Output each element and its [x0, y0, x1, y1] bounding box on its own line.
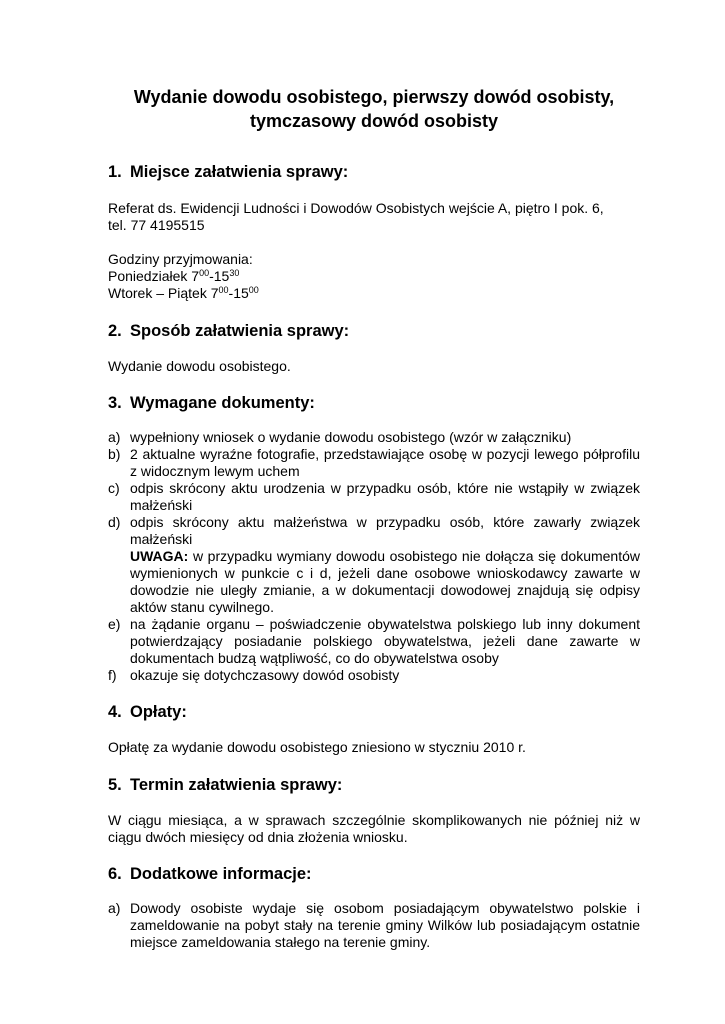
hours-label: Godziny przyjmowania:: [108, 251, 253, 267]
required-documents-list-continued: [108, 616, 640, 684]
required-documents-list: [108, 429, 640, 548]
list-item: [108, 616, 640, 667]
note-text: w przypadku wymiany dowodu osobistego nie dołącza się dokumentów wymienionych w punkcie c i d, jeżeli dane osobowe wnioskodawcy zawarte w dowodzie nie uległy zmianie, a w dokumentacji dowodowej znajdują się odpisy aktów stanu cywilnego.: [130, 548, 640, 615]
list-item-text: Dowody osobiste wydaje się osobom posiadającym obywatelstwo polskie i zameldowanie na pobyt stały na terenie gminy Wilków lub posiadającym ostatnie miejsce zameldowania stałego na terenie gminy.: [130, 900, 640, 950]
hours-to-hour: 15: [213, 268, 230, 284]
additional-info-list: [108, 900, 640, 951]
hours-row: Wtorek – Piątek $7^{00}-15^{00}$: [108, 285, 259, 301]
section-5-title: Termin załatwienia sprawy:: [130, 776, 343, 794]
note-paragraph: [108, 548, 640, 616]
section-1-heading: [108, 162, 640, 182]
list-marker: a): [108, 900, 121, 916]
list-item-text: odpis skrócony aktu urodzenia w przypadku osób, które nie wstąpiły w związek małżeński: [130, 480, 640, 513]
section-2-number: 2.: [108, 322, 122, 340]
section-3-title: Wymagane dokumenty:: [130, 394, 315, 412]
office-phone: tel. 77 4195515: [108, 217, 205, 233]
list-item-text: odpis skrócony aktu małżeństwa w przypadku osób, które zawarły związek małżeński: [130, 514, 640, 547]
hours-from-minute: 00: [199, 268, 210, 278]
title-line-1: Wydanie dowodu osobistego, pierwszy dowód osobisty,: [133, 87, 615, 107]
section-3-number: 3.: [108, 394, 122, 412]
section-6-heading: [108, 864, 640, 884]
list-marker: f): [108, 667, 117, 683]
hours-day: Poniedziałek: [108, 268, 192, 284]
hours-to-hour: 15: [233, 285, 249, 301]
section-1-number: 1.: [108, 163, 122, 181]
list-marker: c): [108, 480, 120, 496]
list-marker: d): [108, 514, 121, 530]
office-address: Referat ds. Ewidencji Ludności i Dowodów Osobistych wejście A, piętro I pok. 6,: [108, 200, 604, 216]
list-item-text: 2 aktualne wyraźne fotografie, przedstawiające osobę w pozycji lewego półprofilu z widocznym lewym uchem: [130, 446, 640, 479]
section-4-number: 4.: [108, 703, 122, 721]
title-line-2: tymczasowy dowód osobisty: [249, 111, 499, 131]
list-item: [108, 480, 640, 514]
section-3-heading: [108, 393, 640, 413]
section-2-heading: [108, 321, 640, 341]
list-item-text: okazuje się dotychczasowy dowód osobisty: [130, 667, 400, 683]
section-2-text: Wydanie dowodu osobistego.: [108, 358, 291, 374]
section-5-heading: [108, 775, 640, 795]
list-marker: e): [108, 616, 121, 632]
document-page: [108, 85, 640, 951]
list-marker: a): [108, 429, 121, 445]
list-item: [108, 514, 640, 548]
section-2-title: Sposób załatwienia sprawy:: [130, 322, 350, 340]
hours-to-minute: 30: [229, 268, 240, 278]
section-4-heading: [108, 702, 640, 722]
hours-row: Poniedziałek $7^{00}-15^{30}$: [108, 268, 240, 284]
note-label: UWAGA:: [130, 548, 189, 564]
section-1-title: Miejsce załatwienia sprawy:: [130, 163, 349, 181]
section-6-number: 6.: [108, 865, 122, 883]
document-title: [98, 85, 650, 133]
list-item: [108, 667, 640, 684]
list-item-text: na żądanie organu – poświadczenie obywatelstwa polskiego lub inny dokument potwierdzający posiadanie polskiego obywatelstwa, jeżeli dane zawarte w dokumentach budzą wątpliwość, co do obywatelstwa osoby: [130, 616, 640, 666]
list-item: [108, 429, 640, 446]
section-5-text: W ciągu miesiąca, a w sprawach szczególnie skomplikowanych nie później niż w ciągu dwóch miesięcy od dnia złożenia wniosku.: [108, 812, 640, 845]
hours-day: Wtorek – Piątek: [108, 285, 211, 301]
hours-from-hour: 7: [191, 268, 200, 284]
list-item: [108, 446, 640, 480]
hours-from-hour: 7: [210, 285, 219, 301]
hours-to-minute: 00: [248, 285, 259, 295]
list-item: [108, 900, 640, 951]
hours-from-minute: 00: [218, 285, 229, 295]
section-4-text: Opłatę za wydanie dowodu osobistego zniesiono w styczniu 2010 r.: [108, 739, 526, 755]
section-6-title: Dodatkowe informacje:: [130, 865, 312, 883]
section-4-title: Opłaty:: [130, 703, 187, 721]
list-marker: b): [108, 446, 121, 462]
list-item-text: wypełniony wniosek o wydanie dowodu osobistego (wzór w załączniku): [130, 429, 572, 445]
section-5-number: 5.: [108, 776, 122, 794]
